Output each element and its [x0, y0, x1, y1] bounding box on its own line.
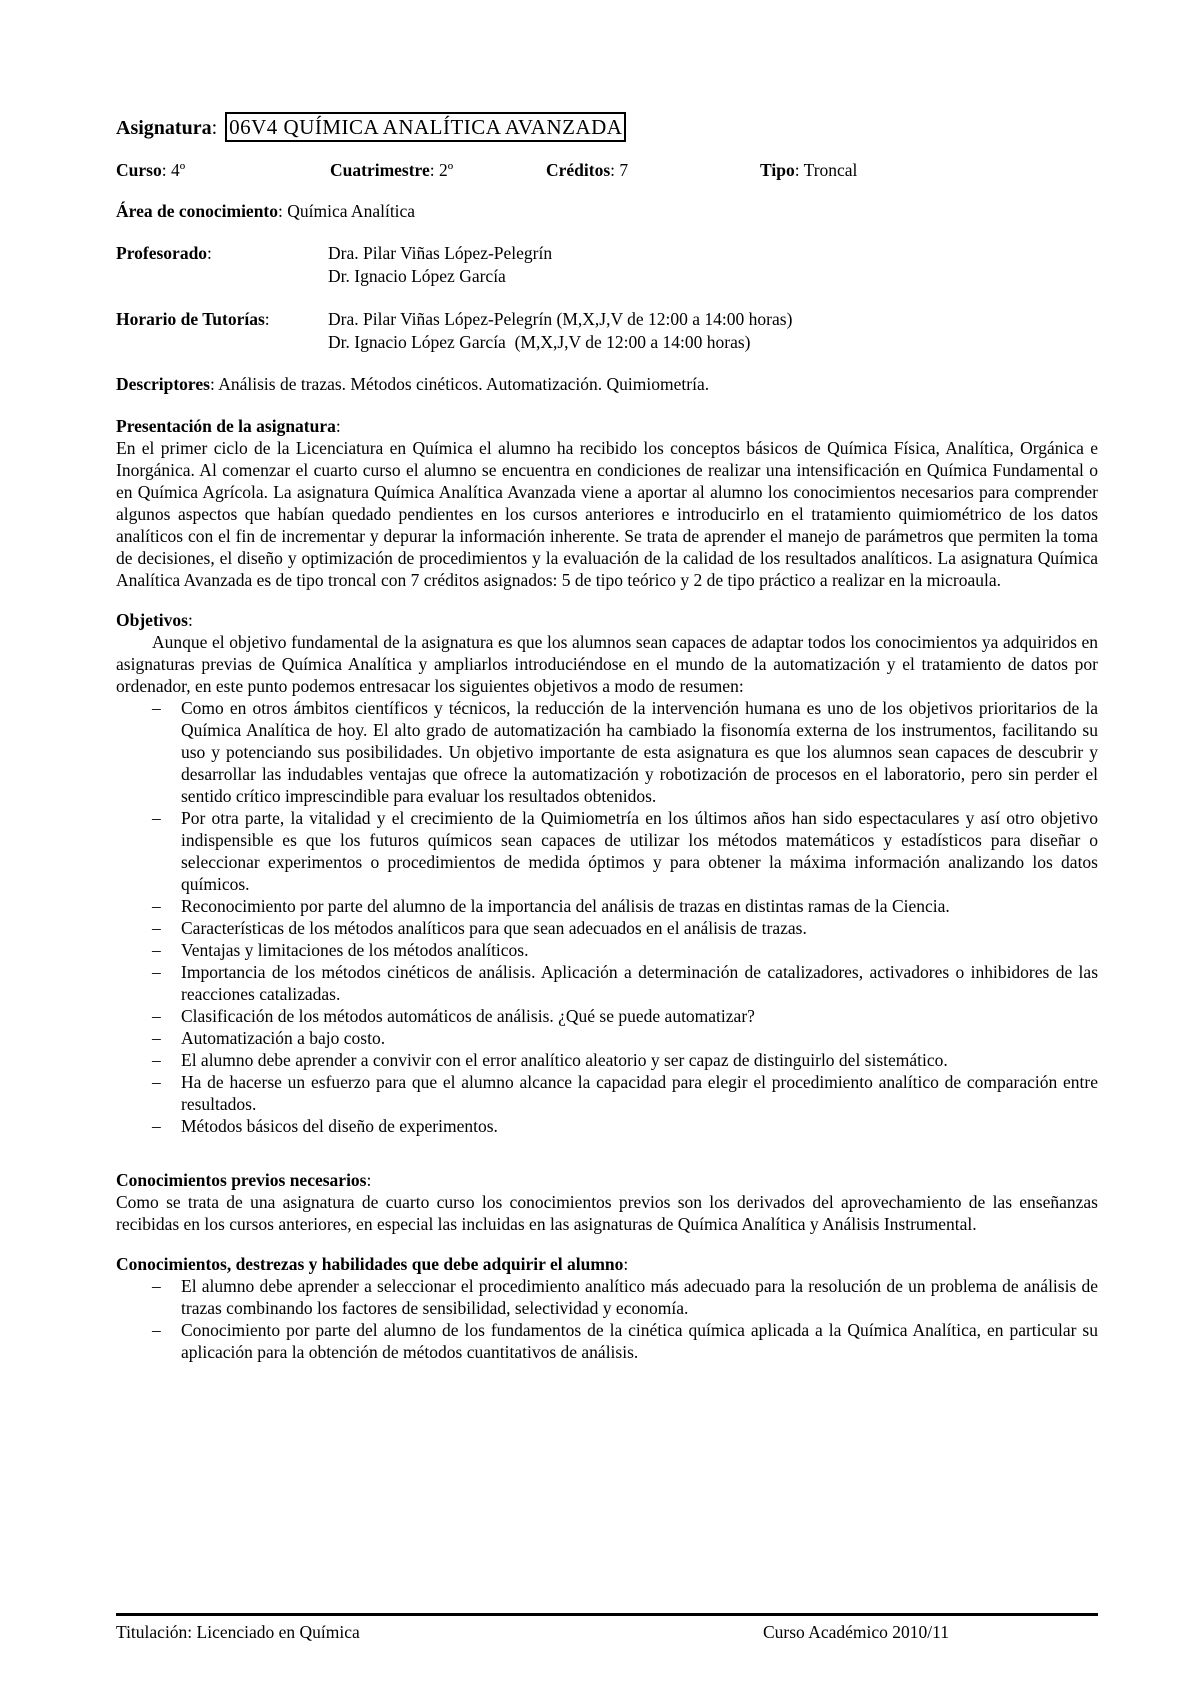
asignatura-label: Asignatura [116, 117, 212, 139]
list-item: – Métodos básicos del diseño de experimentos. [116, 1115, 1098, 1137]
document-page [116, 112, 1098, 1381]
cuatrimestre-label: Cuatrimestre [330, 160, 430, 180]
tipo-field: Tipo: Troncal [760, 160, 858, 180]
list-item: – Clasificación de los métodos automáticos de análisis. ¿Qué se puede automatizar? [116, 1005, 1098, 1027]
footer-divider [116, 1613, 1098, 1616]
profesorado-list [328, 242, 552, 288]
list-item: – Ventajas y limitaciones de los métodos analíticos. [116, 939, 1098, 961]
profesor-name: Dr. Ignacio López García [328, 266, 506, 286]
list-item: – Ha de hacerse un esfuerzo para que el alumno alcance la capacidad para elegir el procedimiento analítico de comparación entre resultados. [116, 1071, 1098, 1115]
tipo-label: Tipo [760, 160, 795, 180]
curso-field: Curso: 4º [116, 160, 186, 180]
conocimientos-previos-section: Conocimientos previos necesarios: Como se trata de una asignatura de cuarto curso los conocimientos previos son los derivados del aprovechamiento de las enseñanzas recibidas en los cursos anteriores, en especial las incluidas en las asignaturas de Química Analítica y Análisis Instrumental. [116, 1170, 1098, 1234]
list-item: – Reconocimiento por parte del alumno de la importancia del análisis de trazas en distintas ramas de la Ciencia. [116, 895, 1098, 917]
page-footer [116, 1622, 1098, 1643]
destrezas-heading: Conocimientos, destrezas y habilidades que debe adquirir el alumno [116, 1254, 624, 1274]
presentacion-text: En el primer ciclo de la Licenciatura en Química el alumno ha recibido los conceptos básicos de Química Física, Analítica, Orgánica e Inorgánica. Al comenzar el cuarto curso el alumno se encuentra en condiciones de realizar una intensificación en Química Fundamental o en Química Agrícola. La asignatura Química Analítica Avanzada viene a aportar al alumno los conocimientos necesarios para comprender algunos aspectos que habían quedado pendientes en los cursos anteriores e introducirlo en el tratamiento quimiométrico de los datos analíticos con el fin de incrementar y depurar la información inherente. Se trata de aprender el manejo de parámetros que permiten la toma de decisiones, el diseño y optimización de procedimientos y la evaluación de la calidad de los resultados analíticos. La asignatura Química Analítica Avanzada es de tipo troncal con 7 créditos asignados: 5 de tipo teórico y 2 de tipo práctico a realizar en la microaula. [116, 438, 1098, 590]
area-row: Área de conocimiento: Química Analítica [116, 201, 416, 221]
tutoria-line: Dra. Pilar Viñas López-Pelegrín (M,X,J,V de 12:00 a 14:00 horas) [328, 309, 793, 329]
objetivos-heading: Objetivos [116, 610, 188, 630]
creditos-field: Créditos: 7 [546, 160, 629, 180]
tutorias-list [328, 308, 792, 354]
footer-curso-academico: Curso Académico 2010/11 [763, 1622, 949, 1642]
asignatura-row: Asignatura : 06V4 QUÍMICA ANALÍTICA AVANZADA [116, 112, 1098, 142]
presentacion-heading: Presentación de la asignatura [116, 416, 336, 436]
tipo-value: Troncal [803, 160, 858, 180]
list-item: – Características de los métodos analíticos para que sean adecuados en el análisis de trazas. [116, 917, 1098, 939]
list-item: – Automatización a bajo costo. [116, 1027, 1098, 1049]
profesor-name: Dra. Pilar Viñas López-Pelegrín [328, 243, 553, 263]
list-item: – Como en otros ámbitos científicos y técnicos, la reducción de la intervención humana es uno de los objetivos prioritarios de la Química Analítica de hoy. El alto grado de automatización ha cambiado la fisonomía externa de los instrumentos, facilitando su uso y potenciando sus posibilidades. Un objetivo importante de esta asignatura es que los alumnos sean capaces de descubrir y desarrollar las indudables ventajas que ofrece la automatización y robotización de procesos en el laboratorio, pero sin perder el sentido crítico imprescindible para evaluar los resultados obtenidos. [116, 697, 1098, 807]
descriptores-value: Análisis de trazas. Métodos cinéticos. Automatización. Quimiometría. [218, 374, 710, 394]
cuatrimestre-value: 2º [439, 160, 454, 180]
presentacion-section: Presentación de la asignatura: En el primer ciclo de la Licenciatura en Química el alumno ha recibido los conceptos básicos de Química Física, Analítica, Orgánica e Inorgánica. Al comenzar el cuarto curso el alumno se encuentra en condiciones de realizar una intensificación en Química Fundamental o en Química Agrícola. La asignatura Química Analítica Avanzada viene a aportar al alumno los conocimientos necesarios para comprender algunos aspectos que habían quedado pendientes en los cursos anteriores e introducirlo en el tratamiento quimiométrico de los datos analíticos con el fin de incrementar y depurar la información inherente. Se trata de aprender el manejo de parámetros que permiten la toma de decisiones, el diseño y optimización de procedimientos y la evaluación de la calidad de los resultados analíticos. La asignatura Química Analítica Avanzada es de tipo troncal con 7 créditos asignados: 5 de tipo teórico y 2 de tipo práctico a realizar en la microaula. [116, 416, 1098, 590]
area-label: Área de conocimiento [116, 201, 279, 221]
creditos-label: Créditos [546, 160, 611, 180]
destrezas-list [116, 1275, 1098, 1363]
profesorado-row: Profesorado: Dra. Pilar Viñas López-Pelegrín Dr. Ignacio López García [116, 243, 553, 286]
curso-value: 4º [170, 160, 186, 180]
conocimientos-previos-text: Como se trata de una asignatura de cuarto curso los conocimientos previos son los derivados del aprovechamiento de las enseñanzas recibidas en los cursos anteriores, en especial las incluidas en las asignaturas de Química Analítica y Análisis Instrumental. [116, 1192, 1098, 1234]
descriptores-row: Descriptores: Análisis de trazas. Métodos cinéticos. Automatización. Quimiometría. [116, 374, 710, 394]
profesorado-label: Profesorado [116, 243, 208, 263]
tutorias-label: Horario de Tutorías [116, 309, 265, 329]
list-item: – El alumno debe aprender a convivir con el error analítico aleatorio y ser capaz de distinguirlo del sistemático. [116, 1049, 1098, 1071]
tutoria-line: Dr. Ignacio López García (M,X,J,V de 12:00 a 14:00 horas) [328, 332, 751, 352]
destrezas-section: Conocimientos, destrezas y habilidades que debe adquirir el alumno: – El alumno debe aprender a seleccionar el procedimiento analítico más adecuado para la resolución de un problema de análisis de trazas combinando los factores de sensibilidad, selectividad y economía. – Conocimiento por parte del alumno de los fundamentos de la cinética química aplicada a la Química Analítica, en particular su aplicación para la obtención de métodos cuantitativos de análisis. [116, 1253, 1098, 1363]
list-item: – Importancia de los métodos cinéticos de análisis. Aplicación a determinación de catalizadores, activadores o inhibidores de las reacciones catalizadas. [116, 961, 1098, 1005]
objetivos-section: Objetivos: Aunque el objetivo fundamental de la asignatura es que los alumnos sean capaces de adaptar todos los conocimientos ya adquiridos en asignaturas previas de Química Analítica y ampliarlos introduciéndose en el mundo de la automatización y el tratamiento de datos por ordenador, en este punto podemos entresacar los siguientes objetivos a modo de resumen: – Como en otros ámbitos científicos y técnicos, la reducción de la intervención humana es uno de los objetivos prioritarios de la Química Analítica de hoy. El alto grado de automatización ha cambiado la fisonomía externa de los instrumentos, facilitando su uso y potenciando sus posibilidades. Un objetivo importante de esta asignatura es que los alumnos sean capaces de descubrir y desarrollar las indudables ventajas que ofrece la automatización y robotización de procesos en el laboratorio, pero sin perder el sentido crítico imprescindible para evaluar los resultados obtenidos. – Por otra parte, la vitalidad y el crecimiento de la Quimiometría en los últimos años han sido espectaculares y así otro objetivo indispensible es que los futuros químicos sean capaces de utilizar los métodos matemáticos y estadísticos para diseñar o seleccionar experimentos o procedimientos de medida óptimos y para obtener la máxima información analizando los datos químicos. – Reconocimiento por parte del alumno de la importancia del análisis de trazas en distintas ramas de la Ciencia. – Características de los métodos analíticos para que sean adecuados en el análisis de trazas. – Ventajas y limitaciones de los métodos analíticos. – Importancia de los métodos cinéticos de análisis. Aplicación a determinación de catalizadores, activadores o inhibidores de las reacciones catalizadas. – Clasificación de los métodos automáticos de análisis. ¿Qué se puede automatizar? – Automatización a bajo costo. – El alumno debe aprender a convivir con el error analítico aleatorio y ser capaz de distinguirlo del sistemático. – Ha de hacerse un esfuerzo para que el alumno alcance la capacidad para elegir el procedimiento analítico de comparación entre resultados. – Métodos básicos del diseño de experimentos. [116, 609, 1098, 1137]
course-meta-row [116, 160, 1098, 181]
curso-label: Curso [116, 160, 162, 180]
cuatrimestre-field: Cuatrimestre: 2º [330, 160, 454, 180]
objetivos-list [116, 697, 1098, 1137]
list-item: – El alumno debe aprender a seleccionar el procedimiento analítico más adecuado para la resolución de un problema de análisis de trazas combinando los factores de sensibilidad, selectividad y economía. [116, 1275, 1098, 1319]
footer-titulacion: Titulación: Licenciado en Química [116, 1622, 360, 1642]
list-item: – Por otra parte, la vitalidad y el crecimiento de la Quimiometría en los últimos años han sido espectaculares y así otro objetivo indispensible es que los futuros químicos sean capaces de utilizar los métodos matemáticos y estadísticos para diseñar o seleccionar experimentos o procedimientos de medida óptimos y para obtener la máxima información analizando los datos químicos. [116, 807, 1098, 895]
asignatura-title: 06V4 QUÍMICA ANALÍTICA AVANZADA [225, 112, 626, 142]
area-value: Química Analítica [287, 201, 416, 221]
list-item: – Conocimiento por parte del alumno de los fundamentos de la cinética química aplicada a la Química Analítica, en particular su aplicación para la obtención de métodos cuantitativos de análisis. [116, 1319, 1098, 1363]
descriptores-label: Descriptores [116, 374, 210, 394]
objetivos-intro: Aunque el objetivo fundamental de la asignatura es que los alumnos sean capaces de adaptar todos los conocimientos ya adquiridos en asignaturas previas de Química Analítica y ampliarlos introduciéndose en el mundo de la automatización y el tratamiento de datos por ordenador, en este punto podemos entresacar los siguientes objetivos a modo de resumen: [116, 632, 1098, 696]
creditos-value: 7 [619, 160, 629, 180]
conocimientos-previos-heading: Conocimientos previos necesarios [116, 1170, 367, 1190]
tutorias-row: Horario de Tutorías: Dra. Pilar Viñas López-Pelegrín (M,X,J,V de 12:00 a 14:00 horas) Dr. Ignacio López García (M,X,J,V de 12:00 a 14:00 horas) [116, 309, 793, 352]
